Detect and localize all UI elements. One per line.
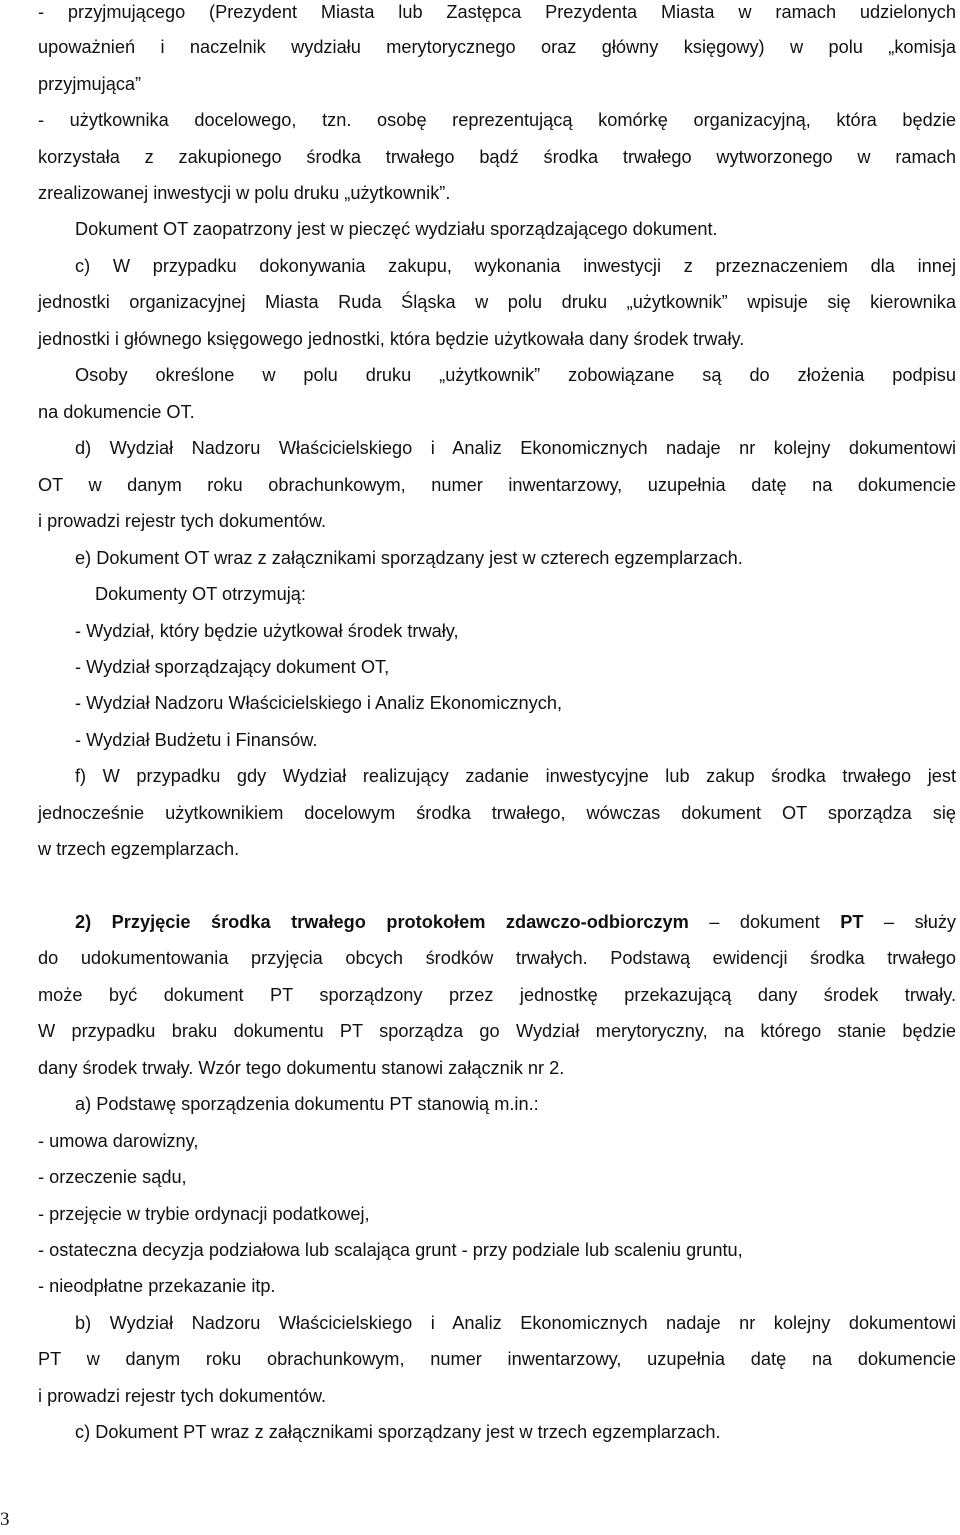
list-item: - Wydział Budżetu i Finansów. [75,730,318,750]
text-line: jednocześnie użytkownikiem docelowym środka trwałego, wówczas dokument OT sporządza się [38,803,956,823]
serves-word: służy [914,912,957,932]
text-line: Dokumenty OT otrzymują: [95,584,306,604]
text-line: na dokumencie OT. [38,402,195,422]
text-line: e) Dokument OT wraz z załącznikami sporządzany jest w czterech egzemplarzach. [75,548,743,568]
section-heading: 2) Przyjęcie środka trwałego protokołem zdawczo-odbiorczym [75,912,689,932]
text-line: b) Wydział Nadzoru Właścicielskiego i Analiz Ekonomicznych nadaje nr kolejny dokumentowi [75,1313,956,1333]
doc-word: dokument [739,912,820,932]
list-item: - ostateczna decyzja podziałowa lub scalająca grunt - przy podziale lub scaleniu gruntu, [38,1240,743,1260]
text-line: zrealizowanej inwestycji w polu druku „użytkownik”. [38,183,451,203]
list-item: - Wydział Nadzoru Właścicielskiego i Analiz Ekonomicznych, [75,693,563,713]
list-item: - przejęcie w trybie ordynacji podatkowej, [38,1204,370,1224]
text-line: PT w danym roku obrachunkowym, numer inwentarzowy, uzupełnia datę na dokumencie [38,1349,956,1369]
text-line: korzystała z zakupionego środka trwałego bądź środka trwałego wytworzonego w ramach [38,147,956,167]
text-line: do udokumentowania przyjęcia obcych środków trwałych. Podstawą ewidencji środka trwałego [38,948,956,968]
doc-code: PT [840,912,864,932]
list-item: - Wydział sporządzający dokument OT, [75,657,390,677]
text-line: w trzech egzemplarzach. [38,839,240,859]
list-item: - nieodpłatne przekazanie itp. [38,1276,276,1296]
list-item: - umowa darowizny, [38,1131,199,1151]
text-line: dany środek trwały. Wzór tego dokumentu stanowi załącznik nr 2. [38,1058,565,1078]
section-heading-line [75,910,956,934]
text-line: d) Wydział Nadzoru Właścicielskiego i Analiz Ekonomicznych nadaje nr kolejny dokumentowi [75,438,956,458]
text-line: przyjmująca” [38,74,142,94]
text-line: OT w danym roku obrachunkowym, numer inwentarzowy, uzupełnia datę na dokumencie [38,475,956,495]
text-line: a) Podstawę sporządzenia dokumentu PT stanowią m.in.: [75,1094,539,1114]
text-line: może być dokument PT sporządzony przez jednostkę przekazującą dany środek trwały. [38,985,956,1005]
page-number: 3 [0,1509,10,1530]
text-line: i prowadzi rejestr tych dokumentów. [38,1386,327,1406]
text-line: jednostki i głównego księgowego jednostki, która będzie użytkowała dany środek trwały. [38,329,745,349]
text-line: i prowadzi rejestr tych dokumentów. [38,511,327,531]
list-item: - orzeczenie sądu, [38,1167,187,1187]
text-line: - użytkownika docelowego, tzn. osobę reprezentującą komórkę organizacyjną, która będzie [38,110,956,130]
text-line: jednostki organizacyjnej Miasta Ruda Śląska w polu druku „użytkownik” wpisuje się kierownika [38,292,956,312]
text-line: W przypadku braku dokumentu PT sporządza go Wydział merytoryczny, na którego stanie będzie [38,1021,956,1041]
text-line: Dokument OT zaopatrzony jest w pieczęć wydziału sporządzającego dokument. [75,219,718,239]
text-line: f) W przypadku gdy Wydział realizujący zadanie inwestycyjne lub zakup środka trwałego jest [75,766,956,786]
text-line: upoważnień i naczelnik wydziału merytorycznego oraz główny księgowy) w polu „komisja [38,37,956,57]
text-line: c) Dokument PT wraz z załącznikami sporządzany jest w trzech egzemplarzach. [75,1422,721,1442]
text-line: Osoby określone w polu druku „użytkownik” zobowiązane są do złożenia podpisu [75,365,956,385]
dash: – [883,912,895,932]
dash: – [709,912,720,932]
list-item: - Wydział, który będzie użytkował środek trwały, [75,621,459,641]
text-line: - przyjmującego (Prezydent Miasta lub Zastępca Prezydenta Miasta w ramach udzielonych [38,2,956,22]
text-line: c) W przypadku dokonywania zakupu, wykonania inwestycji z przeznaczeniem dla innej [75,256,956,276]
